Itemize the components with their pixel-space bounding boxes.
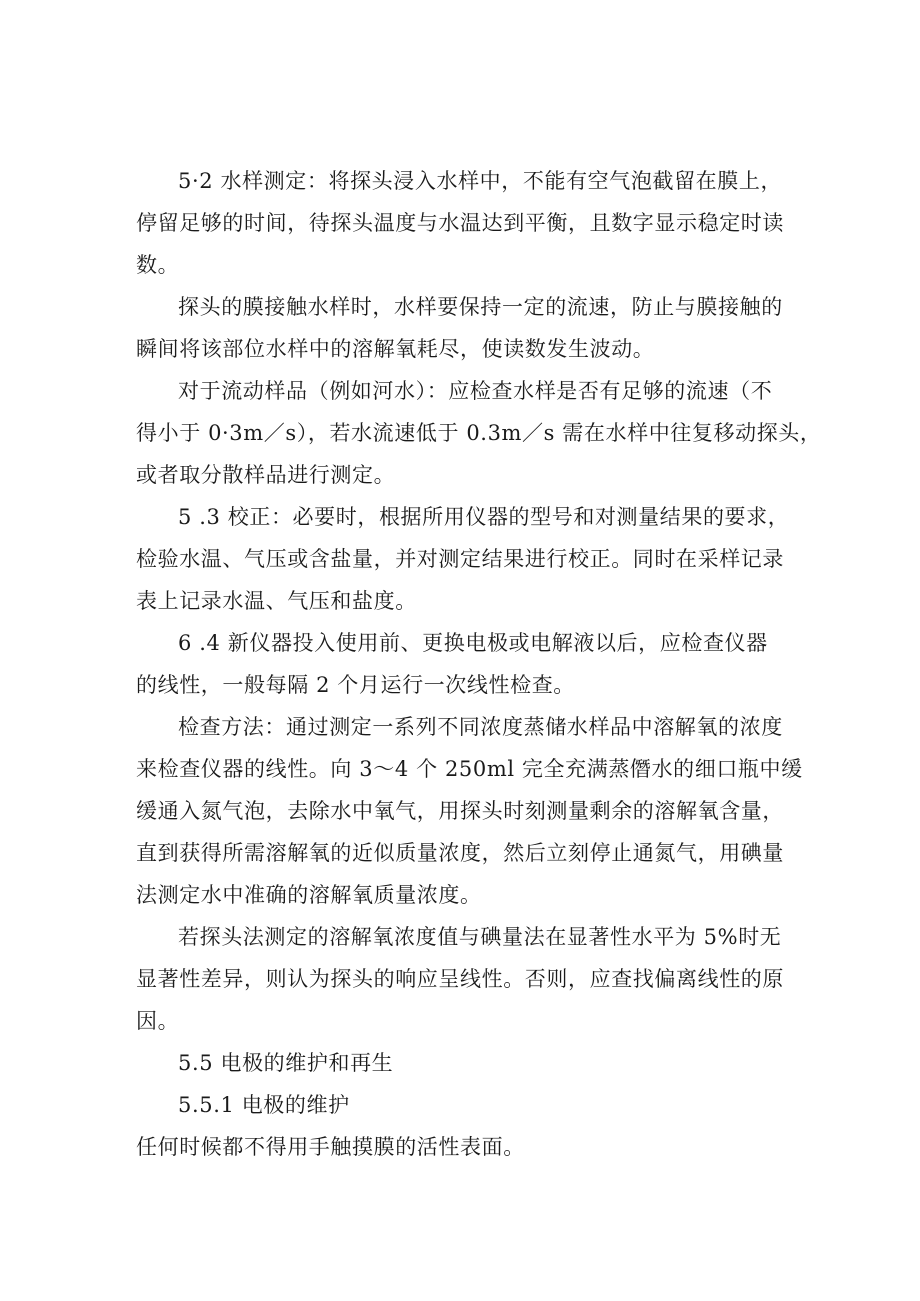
text-line: 缓通入氮气泡，去除水中氧气，用探头时刻测量剩余的溶解氧含量，	[136, 799, 784, 823]
paragraph-membrane-contact	[136, 286, 786, 370]
text-line: 5.5.1 电极的维护	[178, 1093, 350, 1117]
text-line: 来检查仪器的线性。向 3～4 个 250ml 完全充满蒸僭水的细口瓶中缓	[136, 757, 803, 781]
paragraph-water-sample-measurement	[136, 160, 786, 286]
text-line: 因。	[136, 1009, 180, 1033]
text-line: 的线性，一般每隔 2 个月运行一次线性检查。	[136, 673, 575, 697]
paragraph-new-instrument-check	[136, 622, 786, 706]
paragraph-linearity-conclusion	[136, 916, 786, 1042]
text-line: 数。	[136, 253, 180, 277]
text-line: 显著性差异，则认为探头的响应呈线性。否则，应查找偏离线性的原	[136, 967, 784, 991]
text-line: 表上记录水温、气压和盐度。	[136, 589, 417, 613]
section-heading-electrode-maintenance	[136, 1042, 786, 1084]
text-line: 得小于 0·3m／s），若水流速低于 0.3m／s 需在水样中往复移动探头，	[136, 421, 822, 445]
text-line: 探头的膜接触水样时，水样要保持一定的流速，防止与膜接触的	[178, 295, 783, 319]
text-line: 5.5 电极的维护和再生	[178, 1051, 394, 1075]
text-line: 或者取分散样品进行测定。	[136, 463, 396, 487]
paragraph-flowing-samples	[136, 370, 822, 496]
text-line: 5 .3 校正：必要时，根据所用仪器的型号和对测量结果的要求，	[178, 505, 790, 529]
text-line: 任何时候都不得用手触摸膜的活性表面。	[136, 1135, 525, 1159]
text-line: 若探头法测定的溶解氧浓度值与碘量法在显著性水平为 5%时无	[178, 925, 782, 949]
paragraph-calibration	[136, 496, 790, 622]
text-line: 对于流动样品（例如河水）：应检查水样是否有足够的流速（不	[178, 379, 773, 403]
text-line: 停留足够的时间，待探头温度与水温达到平衡，且数字显示稳定时读	[136, 211, 784, 235]
text-line: 检验水温、气压或含盐量，并对测定结果进行校正。同时在采样记录	[136, 547, 784, 571]
paragraph-do-not-touch	[136, 1126, 786, 1168]
text-line: 检查方法：通过测定一系列不同浓度蒸储水样品中溶解氧的浓度	[178, 715, 783, 739]
text-line: 6 .4 新仪器投入使用前、更换电极或电解液以后，应检查仪器	[178, 631, 768, 655]
subsection-heading-electrode-care	[136, 1084, 786, 1126]
text-line: 法测定水中准确的溶解氧质量浓度。	[136, 883, 482, 907]
text-line: 5·2 水样测定：将探头浸入水样中，不能有空气泡截留在膜上，	[178, 169, 783, 193]
text-line: 瞬间将该部位水样中的溶解氧耗尽，使读数发生波动。	[136, 337, 655, 361]
text-line: 直到获得所需溶解氧的近似质量浓度，然后立刻停止通氮气，用碘量	[136, 841, 784, 865]
document-body	[136, 160, 822, 1168]
paragraph-check-method	[136, 706, 803, 916]
